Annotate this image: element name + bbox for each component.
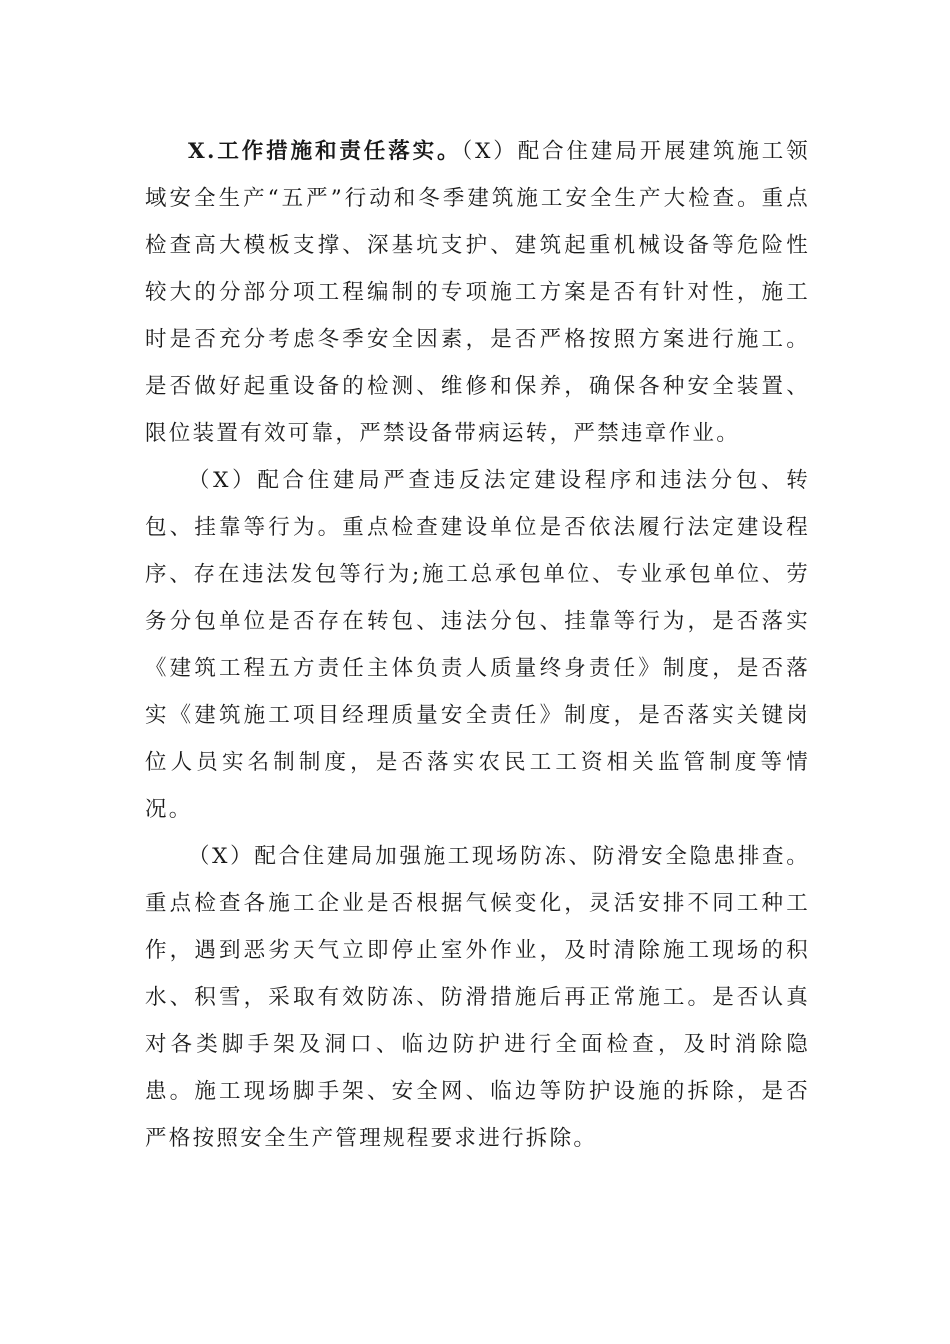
document-body xyxy=(145,128,810,1162)
section-heading: X.工作措施和责任落实。 xyxy=(188,139,462,164)
paragraph-2 xyxy=(145,457,810,833)
paragraph-3-text: （X）配合住建局加强施工现场防冻、防滑安全隐患排查。重点检查各施工企业是否根据气候变化，灵活安排不同工种工作，遇到恶劣天气立即停止室外作业，及时清除施工现场的积水、积雪，采取有效防冻、防滑措施后再正常施工。是否认真对各类脚手架及洞口、临边防护进行全面检查，及时消除隐患。施工现场脚手架、安全网、临边等防护设施的拆除，是否严格按照安全生产管理规程要求进行拆除。 xyxy=(145,844,810,1151)
paragraph-3 xyxy=(145,833,810,1162)
paragraph-1 xyxy=(145,128,810,457)
paragraph-1-text: （X）配合住建局开展建筑施工领域安全生产“五严”行动和冬季建筑施工安全生产大检查。重点检查高大模板支撑、深基坑支护、建筑起重机械设备等危险性较大的分部分项工程编制的专项施工方案是否有针对性，施工时是否充分考虑冬季安全因素，是否严格按照方案进行施工。是否做好起重设备的检测、维修和保养，确保各种安全装置、限位装置有效可靠，严禁设备带病运转，严禁违章作业。 xyxy=(145,139,810,446)
paragraph-2-text: （X）配合住建局严查违反法定建设程序和违法分包、转包、挂靠等行为。重点检查建设单位是否依法履行法定建设程序、存在违法发包等行为;施工总承包单位、专业承包单位、劳务分包单位是否存在转包、违法分包、挂靠等行为，是否落实《建筑工程五方责任主体负责人质量终身责任》制度，是否落实《建筑施工项目经理质量安全责任》制度，是否落实关键岗位人员实名制制度，是否落实农民工工资相关监管制度等情况。 xyxy=(145,468,810,822)
